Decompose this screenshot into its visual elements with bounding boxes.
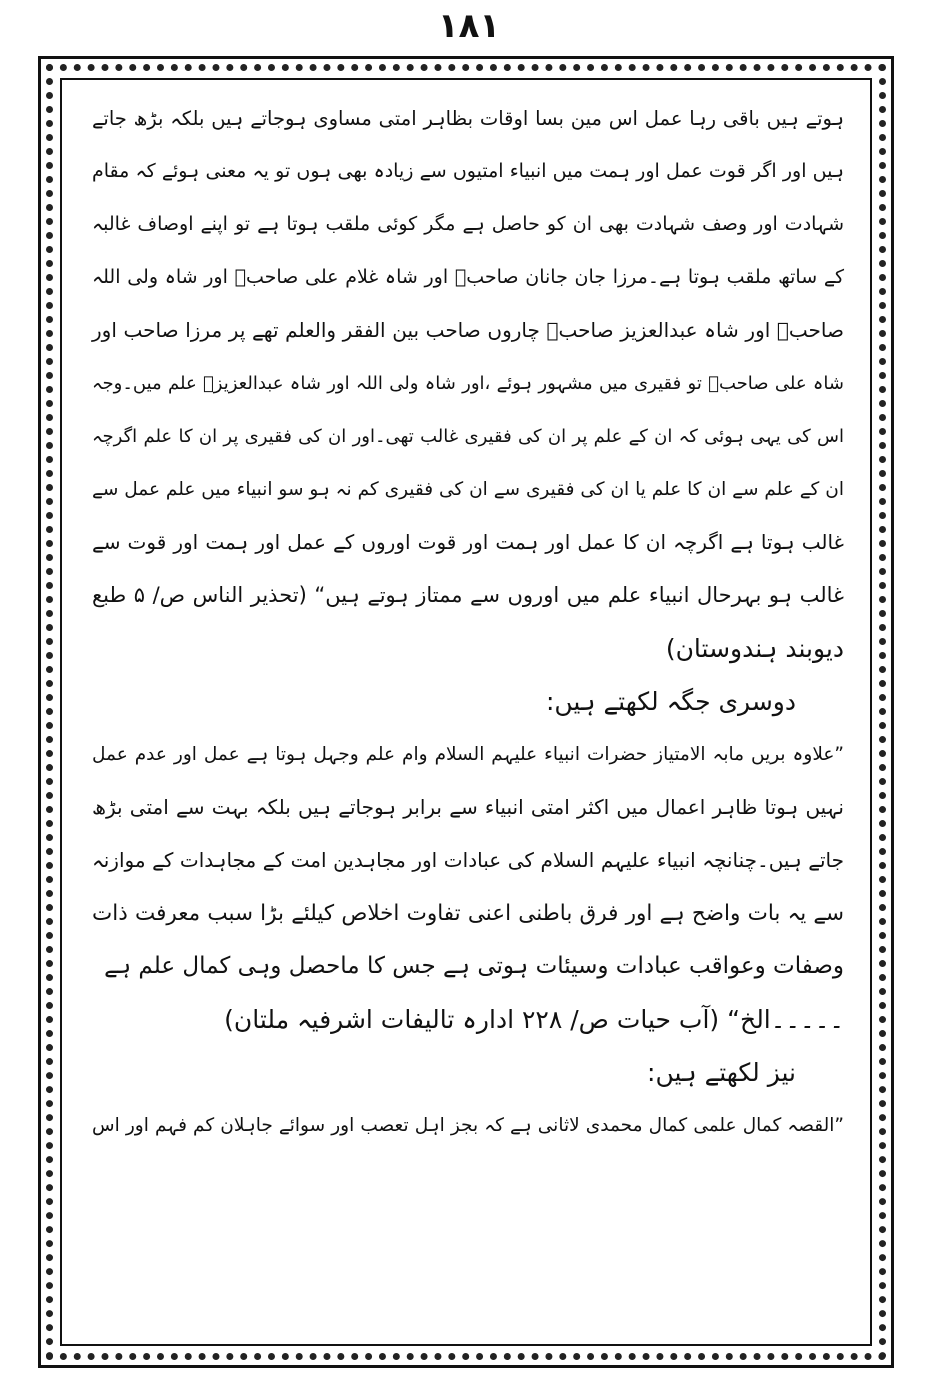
- quote-line: نہیں ہوتا ظاہر اعمال میں اکثر امتی انبیاء سے برابر ہوجاتے ہیں بلکہ بہت سے امتی بڑھ: [92, 795, 844, 819]
- text-line: شاہ علی صاحبؒ تو فقیری میں مشہور ہوئے ،اور شاہ ولی اللہ اور شاہ عبدالعزیزؒ علم میں۔وجہ: [92, 373, 844, 394]
- text-line: غالب ہو بہرحال انبیاء علم میں اوروں سے ممتاز ہوتے ہیں“ (تحذیر الناس ص/ ۵ طبع: [92, 583, 845, 607]
- text-line: ہوتے ہیں باقی رہا عمل اس مین بسا اوقات بظاہر امتی مساوی ہوجاتے ہیں بلکہ بڑھ جاتے: [92, 107, 844, 130]
- citation-line: ۔۔۔۔۔الخ“ (آب حیات ص/ ۲۲۸ ادارہ تالیفات اشرفیہ ملتان): [224, 1005, 844, 1034]
- text-line: غالب ہوتا ہے اگرچہ ان کا عمل اور ہمت اور قوت اوروں کے عمل اور ہمت اور قوت سے: [92, 530, 844, 554]
- text-line: ہیں اور اگر قوت عمل اور ہمت میں انبیاء امتیوں سے زیادہ بھی ہوں تو یہ معنی ہوئے کہ مقام: [92, 160, 844, 182]
- quote-line: وصفات وعواقب عبادات وسیئات ہوتی ہے جس کا ماحصل وہی کمال علم ہے: [104, 953, 844, 979]
- quote-line: ”علاوہ بریں مابہ الامتیاز حضرات انبیاء علیہم السلام وام علم وجہل ہوتا ہے عمل اور عدم عمل: [92, 744, 844, 765]
- subheading: دوسری جگہ لکھتے ہیں:: [545, 687, 796, 716]
- text-line: کے ساتھ ملقب ہوتا ہے۔مرزا جان جانان صاحبؒ اور شاہ غلام علی صاحبؒ اور شاہ ولی اللہ: [92, 266, 844, 288]
- text-line: ان کے علم سے ان کا علم یا ان کی فقیری سے ان کی فقیری کم نہ ہو سو انبیاء میں علم عمل سے: [92, 479, 844, 500]
- text-line: صاحبؒ اور شاہ عبدالعزیز صاحبؒ چاروں صاحب بین الفقر والعلم تھے پر مرزا صاحب اور: [92, 318, 844, 342]
- quote-line: جاتے ہیں۔چنانچہ انبیاء علیہم السلام کی عبادات اور مجاہدین امت کے مجاہدات کے موازنہ: [92, 848, 844, 872]
- subheading: نیز لکھتے ہیں:: [647, 1058, 796, 1087]
- quote-line: ”القصہ کمال علمی کمال محمدی لاثانی ہے کہ بجز اہل تعصب اور سوائے جاہلان کم فہم اور اس: [92, 1115, 844, 1136]
- text-line: اس کی یہی ہوئی کہ ان کے علم پر ان کی فقیری غالب تھی۔اور ان کی فقیری پر ان کا علم اگرچہ: [92, 426, 844, 447]
- text-line: دیوبند ہندوستان): [665, 634, 844, 663]
- quote-line: سے یہ بات واضح ہے اور فرق باطنی اعنی تفاوت اخلاص کیلئے بڑا سبب معرفت ذات: [92, 901, 844, 926]
- body-text: [92, 92, 844, 1152]
- page-number: ١٨١: [437, 6, 501, 46]
- text-line: شہادت اور وصف شہادت بھی ان کو حاصل ہے مگر کوئی ملقب ہوتا ہے تو اپنے اوصاف غالبہ: [92, 213, 844, 235]
